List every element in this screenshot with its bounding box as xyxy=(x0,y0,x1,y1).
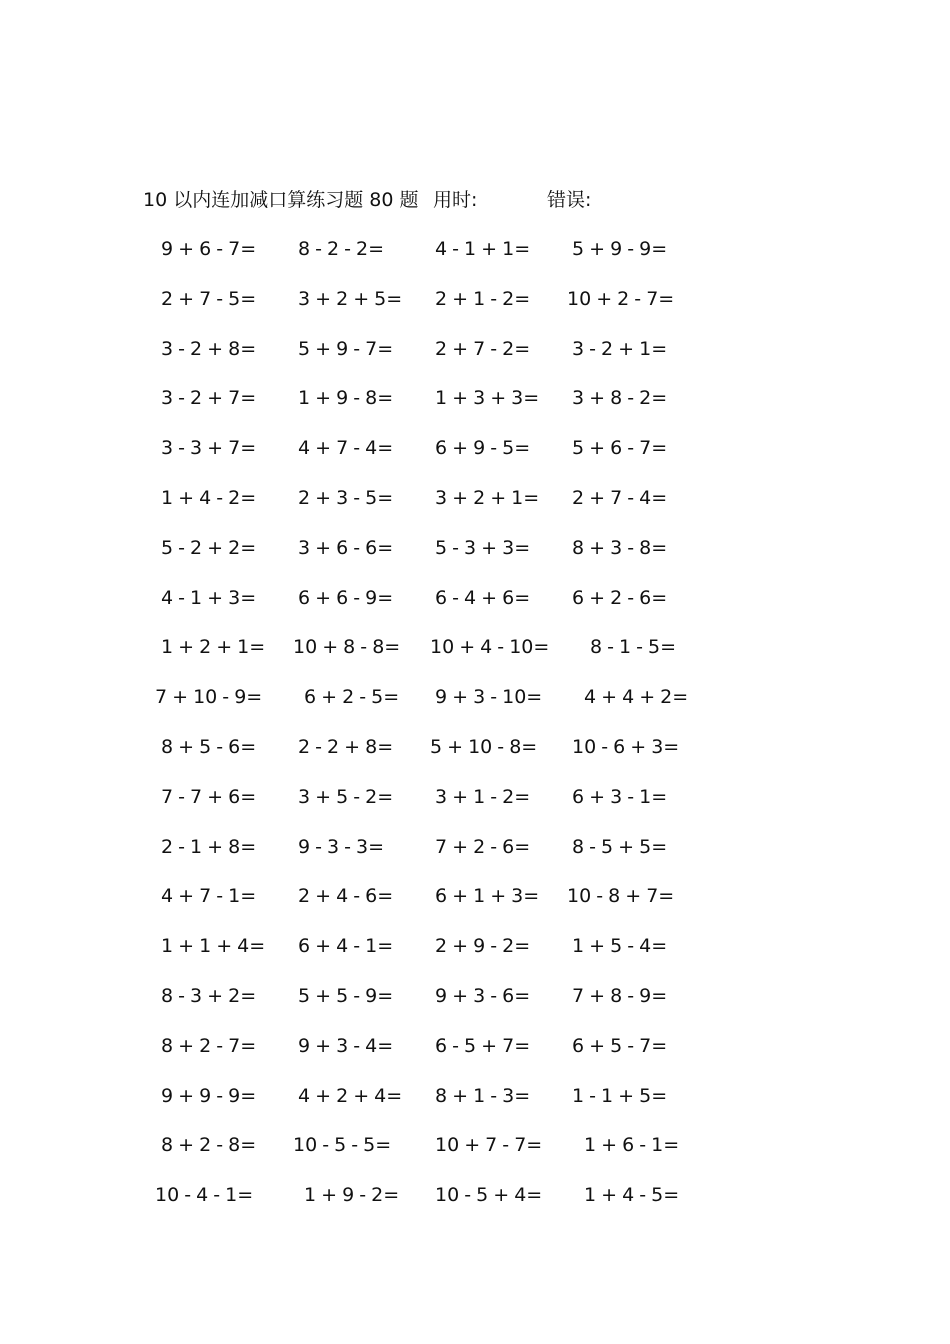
problem-item: 6 + 1 + 3= xyxy=(435,885,540,908)
problem-item: 5 + 10 - 8= xyxy=(430,735,538,758)
problem-item: 6 + 2 - 6= xyxy=(572,586,668,609)
problem-item: 2 - 2 + 8= xyxy=(298,735,394,758)
error-count-label: 错误: xyxy=(547,189,592,211)
problem-item: 8 + 5 - 6= xyxy=(161,735,257,758)
problem-item: 4 + 4 + 2= xyxy=(584,686,689,709)
problem-row xyxy=(0,334,950,384)
problem-item: 1 + 3 + 3= xyxy=(435,387,540,410)
problem-item: 6 + 2 - 5= xyxy=(304,686,400,709)
problem-item: 7 + 2 - 6= xyxy=(435,835,531,858)
problem-item: 6 + 6 - 9= xyxy=(298,586,394,609)
worksheet-title: 10 以内连加减口算练习题 80 题 xyxy=(143,189,419,211)
problem-row xyxy=(0,1031,950,1081)
problem-item: 6 + 3 - 1= xyxy=(572,785,668,808)
problem-item: 3 + 8 - 2= xyxy=(572,387,668,410)
problem-item: 9 - 3 - 3= xyxy=(298,835,385,858)
problem-item: 6 + 4 - 1= xyxy=(298,935,394,958)
problem-row xyxy=(0,533,950,583)
problem-item: 1 + 4 - 5= xyxy=(584,1184,680,1207)
problem-item: 3 - 2 + 1= xyxy=(572,337,668,360)
problem-item: 2 + 7 - 4= xyxy=(572,486,668,509)
problem-item: 10 + 4 - 10= xyxy=(430,636,550,659)
problem-item: 3 + 5 - 2= xyxy=(298,785,394,808)
problem-item: 10 + 2 - 7= xyxy=(567,287,675,310)
problem-item: 9 + 3 - 4= xyxy=(298,1034,394,1057)
problem-item: 5 + 9 - 7= xyxy=(298,337,394,360)
problem-row xyxy=(0,682,950,732)
problem-item: 10 - 6 + 3= xyxy=(572,735,680,758)
problem-item: 4 + 7 - 1= xyxy=(161,885,257,908)
problem-item: 10 - 4 - 1= xyxy=(155,1184,254,1207)
problem-item: 6 - 4 + 6= xyxy=(435,586,531,609)
problem-row xyxy=(0,234,950,284)
problem-item: 8 + 2 - 7= xyxy=(161,1034,257,1057)
problem-row xyxy=(0,1130,950,1180)
problem-item: 2 + 9 - 2= xyxy=(435,935,531,958)
problem-item: 2 + 1 - 2= xyxy=(435,287,531,310)
problem-item: 6 + 5 - 7= xyxy=(572,1034,668,1057)
problem-item: 5 + 9 - 9= xyxy=(572,238,668,260)
problem-grid xyxy=(0,234,950,1230)
problem-item: 9 + 3 - 10= xyxy=(435,686,543,709)
problem-item: 3 + 2 + 1= xyxy=(435,486,540,509)
problem-item: 3 + 2 + 5= xyxy=(298,287,403,310)
problem-item: 2 + 4 - 6= xyxy=(298,885,394,908)
problem-item: 8 - 1 - 5= xyxy=(590,636,677,659)
problem-item: 7 + 10 - 9= xyxy=(155,686,263,709)
problem-item: 10 - 8 + 7= xyxy=(567,885,675,908)
problem-row xyxy=(0,284,950,334)
problem-item: 7 + 8 - 9= xyxy=(572,984,668,1007)
problem-item: 5 - 3 + 3= xyxy=(435,536,531,559)
problem-item: 3 + 1 - 2= xyxy=(435,785,531,808)
problem-row xyxy=(0,483,950,533)
problem-item: 1 + 2 + 1= xyxy=(161,636,266,659)
problem-item: 8 + 1 - 3= xyxy=(435,1084,531,1107)
problem-item: 2 + 7 - 2= xyxy=(435,337,531,360)
problem-item: 1 - 1 + 5= xyxy=(572,1084,668,1107)
problem-item: 5 + 6 - 7= xyxy=(572,437,668,460)
problem-item: 8 + 3 - 8= xyxy=(572,536,668,559)
problem-item: 5 + 5 - 9= xyxy=(298,984,394,1007)
problem-item: 8 - 3 + 2= xyxy=(161,984,257,1007)
problem-item: 9 + 9 - 9= xyxy=(161,1084,257,1107)
problem-item: 4 - 1 + 1= xyxy=(435,238,531,260)
problem-item: 10 - 5 + 4= xyxy=(435,1184,543,1207)
problem-item: 6 - 5 + 7= xyxy=(435,1034,531,1057)
problem-item: 1 + 6 - 1= xyxy=(584,1134,680,1157)
problem-row xyxy=(0,583,950,633)
problem-item: 4 + 2 + 4= xyxy=(298,1084,403,1107)
problem-row xyxy=(0,1180,950,1230)
problem-item: 6 + 9 - 5= xyxy=(435,437,531,460)
problem-item: 3 - 2 + 7= xyxy=(161,387,257,410)
problem-item: 8 - 2 - 2= xyxy=(298,238,385,260)
problem-item: 5 - 2 + 2= xyxy=(161,536,257,559)
problem-item: 4 - 1 + 3= xyxy=(161,586,257,609)
problem-item: 10 - 5 - 5= xyxy=(293,1134,392,1157)
problem-item: 2 + 7 - 5= xyxy=(161,287,257,310)
problem-item: 8 + 2 - 8= xyxy=(161,1134,257,1157)
problem-item: 2 + 3 - 5= xyxy=(298,486,394,509)
problem-item: 1 + 5 - 4= xyxy=(572,935,668,958)
problem-item: 9 + 6 - 7= xyxy=(161,238,257,260)
problem-item: 2 - 1 + 8= xyxy=(161,835,257,858)
problem-item: 3 - 2 + 8= xyxy=(161,337,257,360)
problem-row xyxy=(0,383,950,433)
problem-row xyxy=(0,881,950,931)
problem-item: 1 + 9 - 2= xyxy=(304,1184,400,1207)
time-used-label: 用时: xyxy=(433,189,478,211)
problem-row xyxy=(0,832,950,882)
problem-item: 1 + 4 - 2= xyxy=(161,486,257,509)
problem-row xyxy=(0,1081,950,1131)
problem-item: 8 - 5 + 5= xyxy=(572,835,668,858)
problem-item: 7 - 7 + 6= xyxy=(161,785,257,808)
problem-row xyxy=(0,433,950,483)
problem-row xyxy=(0,632,950,682)
problem-item: 1 + 9 - 8= xyxy=(298,387,394,410)
problem-item: 10 + 7 - 7= xyxy=(435,1134,543,1157)
problem-item: 9 + 3 - 6= xyxy=(435,984,531,1007)
problem-item: 3 + 6 - 6= xyxy=(298,536,394,559)
problem-item: 10 + 8 - 8= xyxy=(293,636,401,659)
problem-item: 4 + 7 - 4= xyxy=(298,437,394,460)
problem-item: 1 + 1 + 4= xyxy=(161,935,266,958)
problem-item: 3 - 3 + 7= xyxy=(161,437,257,460)
problem-row xyxy=(0,981,950,1031)
problem-row xyxy=(0,732,950,782)
problem-row xyxy=(0,782,950,832)
problem-row xyxy=(0,931,950,981)
